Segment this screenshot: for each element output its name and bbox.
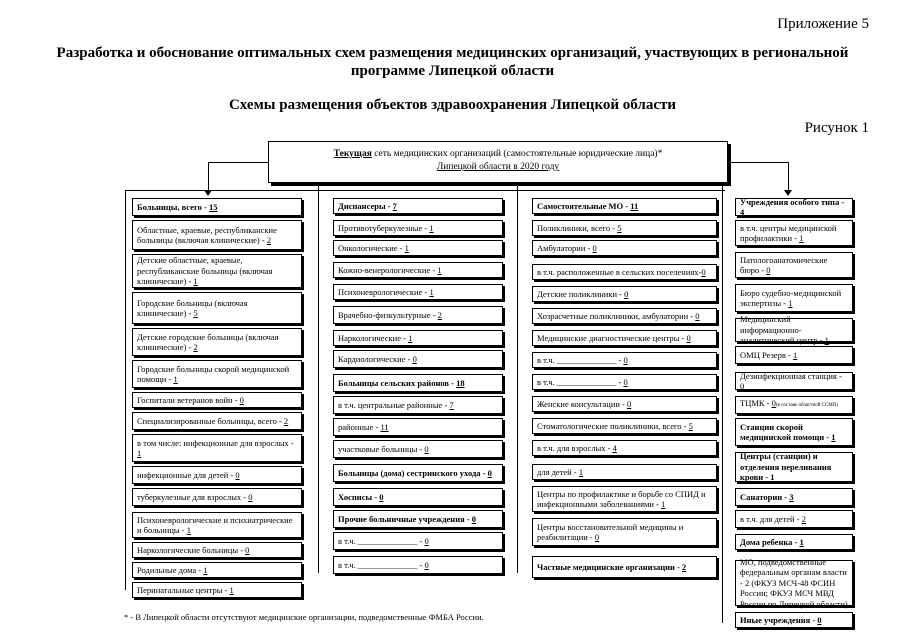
col4-item [735, 418, 853, 446]
col4-item [735, 346, 853, 364]
col2-item [333, 330, 503, 346]
col2-item [333, 488, 503, 506]
item-label: Дома ребенка - [740, 536, 800, 547]
item-count: 3 [789, 491, 794, 502]
col4-item [735, 220, 853, 246]
col3-item [532, 286, 717, 302]
item-count: 0 [235, 469, 240, 480]
item-label: в т.ч. ______________ - [537, 354, 624, 365]
arrow-icon [784, 190, 792, 196]
col4-item [735, 534, 853, 550]
item-label: Самостоятельные МО - [537, 200, 631, 211]
item-count: 0 [412, 353, 417, 364]
col1-item [132, 254, 302, 288]
item-count: 1 [792, 349, 798, 360]
item-label: Дезинфекционная станция - [740, 370, 842, 381]
item-label: Детские областные, краевые, республиканские больницы (включая клинические) - [137, 255, 273, 287]
col4-item [735, 556, 853, 609]
item-label: для детей - [537, 466, 579, 477]
col3-item [532, 374, 717, 390]
item-count: 1 [429, 286, 434, 297]
item-label: в т.ч. для взрослых - [537, 442, 613, 453]
item-count: 2 [437, 309, 442, 320]
connector [208, 162, 209, 192]
item-label: Хосписы - [338, 491, 380, 502]
connector [788, 162, 789, 192]
col3-item [532, 352, 717, 368]
col2-item [333, 306, 503, 324]
col1-item [132, 392, 302, 408]
col3-item [532, 556, 717, 578]
item-label: Больницы сельских районов - [338, 377, 457, 388]
item-count: 0 [740, 381, 745, 391]
connector [728, 162, 788, 163]
item-count: 2 [283, 415, 289, 426]
col2-item [333, 464, 503, 482]
footnote: * - В Липецкой области отсутствуют медицинские организации, подведомственные ФМБА России. [124, 612, 484, 622]
item-label: в т.ч. центральные районные - [338, 399, 450, 410]
item-count: 7 [392, 200, 397, 211]
item-label: туберкулезные для взрослых - [137, 491, 249, 502]
item-label: Противотуберкулезные - [338, 222, 430, 233]
item-label: Наркологические - [338, 332, 409, 343]
col4-item [735, 612, 853, 628]
col3-item [532, 418, 717, 434]
item-count: 1 [186, 525, 191, 535]
item-label: в т.ч. расположенные в сельских поселениях- [537, 266, 702, 277]
col2-item [333, 350, 503, 368]
col1-item [132, 512, 302, 538]
item-label: Родильные дома - [137, 564, 204, 575]
col4-item [735, 198, 853, 216]
col1-item [132, 582, 302, 598]
item-count: 11 [630, 200, 639, 211]
item-count: 0 [471, 513, 477, 524]
item-label: Медицинские диагностические центры - [537, 332, 687, 343]
connector [318, 183, 319, 573]
item-label: Учреждения особого типа - [740, 196, 845, 207]
col2-item [333, 440, 503, 458]
col3-item [532, 396, 717, 412]
item-count: 2 [801, 513, 806, 524]
col3-item [532, 518, 717, 546]
item-count: 1 [137, 448, 142, 458]
document-subtitle: Схемы размещения объектов здравоохранения Липецкой области [228, 97, 677, 113]
item-count: 0 [239, 394, 244, 405]
figure-label: Рисунок 1 [804, 120, 869, 136]
item-label: Иные учреждения - [740, 614, 818, 625]
item-count: 0 [771, 398, 776, 409]
item-count: 4 [740, 207, 745, 217]
item-count: 1 [408, 332, 413, 343]
item-label: инфекционные для детей - [137, 469, 236, 480]
item-label: Психоневрологические - [338, 286, 430, 297]
item-label: Патологоанатомические бюро - [740, 254, 828, 275]
col1-item [132, 488, 302, 506]
item-count: 0 [424, 559, 429, 570]
item-label: Госпитали ветеранов войн - [137, 394, 240, 405]
col4-item [735, 314, 853, 346]
item-count: 0 [695, 310, 700, 321]
col4-item [735, 284, 853, 312]
col4-item [735, 488, 853, 506]
root-line2: Липецкой области в 2020 году [436, 162, 560, 172]
item-count: 1 [404, 242, 409, 253]
col4-item [735, 452, 853, 482]
item-label: ОМЦ Резерв - [740, 349, 793, 360]
item-label: участковые больницы - [338, 443, 425, 454]
item-count: 4 [612, 442, 617, 453]
col4-item [735, 396, 853, 414]
item-count: 0 [701, 266, 706, 277]
col1-item [132, 198, 302, 216]
col1-item [132, 220, 302, 250]
connector [125, 190, 126, 590]
connector [208, 162, 268, 163]
col3-item [532, 464, 717, 480]
connector [517, 183, 518, 573]
item-label: Психоневрологические и психиатрические и больницы - [137, 514, 293, 535]
item-label: Городские больницы (включая клинические) - [137, 297, 248, 318]
item-count: 5 [617, 222, 622, 233]
item-count: 5 [688, 420, 693, 431]
item-count: 2 [266, 235, 272, 245]
item-label: Санатории - [740, 491, 790, 502]
item-count: 0 [592, 242, 597, 253]
col2-item [333, 556, 503, 574]
item-label: Хозрасчетные поликлиники, амбулатории - [537, 310, 696, 321]
item-label: ТЦМК - [740, 398, 772, 409]
col1-item [132, 292, 302, 324]
col2-item [333, 240, 503, 256]
item-count: 1 [173, 374, 178, 384]
item-label: в т.ч. ______________ - [537, 376, 624, 387]
item-label: Поликлиники, всего - [537, 222, 618, 233]
col2-item [333, 396, 503, 414]
item-label: в т.ч. ______________ - [338, 559, 425, 570]
item-count: 0 [594, 532, 600, 542]
item-label: в том числе: инфекционные для взрослых - [137, 437, 294, 448]
col3-item [532, 220, 717, 236]
col1-item [132, 466, 302, 484]
item-label: Прочие больничные учреждения - [338, 513, 472, 524]
col1-item [132, 562, 302, 578]
item-label: Бюро судебно-медицинской экспертизы - [740, 287, 842, 308]
item-count: 0 [624, 288, 629, 299]
col2-item [333, 374, 503, 392]
item-count: 1 [831, 432, 836, 442]
item-count: 1 [770, 472, 775, 483]
item-label: Кардиологические - [338, 353, 413, 364]
item-label: Онкологические - [338, 242, 405, 253]
item-count: 1 [799, 233, 804, 243]
item-label: Диспансеры - [338, 200, 393, 211]
item-note: (в составе областной ССМП) [775, 403, 839, 409]
col2-item [333, 262, 503, 278]
col1-item [132, 542, 302, 558]
item-count: 1 [788, 298, 793, 308]
item-count: 1 [193, 276, 198, 287]
col1-item [132, 412, 302, 430]
item-count: 18 [456, 377, 465, 388]
col1-item [132, 328, 302, 356]
item-count: 15 [208, 201, 218, 212]
appendix-label: Приложение 5 [777, 16, 869, 32]
item-label: Городские больницы скорой медицинской помощи - [137, 363, 290, 384]
item-count: 1 [578, 466, 584, 477]
item-count: 1 [799, 536, 804, 547]
item-count: 1 [429, 222, 434, 233]
item-label: Областные, краевые, республиканские больницы (включая клинические) - [137, 224, 277, 245]
col3-item [532, 308, 717, 324]
item-count: 2 [193, 342, 198, 352]
item-count: 1 [437, 264, 442, 275]
item-label: в т.ч. для детей - [740, 513, 802, 524]
item-count: 0 [686, 332, 691, 343]
item-label: Частные медицинские организации - [537, 561, 682, 572]
item-label: районные - [338, 421, 381, 432]
item-label: Медицинский информационно-аналитический центр - [740, 314, 825, 346]
col3-item [532, 264, 717, 280]
col3-item [532, 440, 717, 456]
item-label: Больницы (дома) сестринского ухода - [338, 467, 488, 478]
item-label: в т.ч. центры медицинской профилактики - [740, 222, 837, 243]
col4-item [735, 510, 853, 528]
item-count: 0 [766, 265, 771, 275]
item-count: 0 [487, 467, 492, 478]
item-label: Стоматологические поликлиники, всего - [537, 420, 689, 431]
col2-item [333, 532, 503, 550]
col3-item [532, 240, 717, 256]
item-count: 0 [623, 354, 628, 365]
col2-item [333, 198, 503, 214]
item-count: 0 [623, 376, 628, 387]
col2-item [333, 418, 503, 436]
item-count: 2 [682, 561, 687, 572]
item-count: 5 [193, 308, 198, 318]
item-label: Детские поликлиники - [537, 288, 625, 299]
root-bold-word: Текущая [333, 149, 372, 159]
item-label: МО, подведомственные федеральным органам власти - 2 (ФКУЗ МСЧ-48 ФСИН России; ФКУЗ МСЧ МВД России по Липецкой области) [740, 556, 848, 609]
item-count: 1 [203, 564, 208, 575]
col3-item [532, 330, 717, 346]
item-label: Центры по профилактике и борьбе со СПИД и инфекционными заболеваниями - [537, 488, 706, 509]
item-count: 1 [661, 499, 666, 509]
network-root-box [268, 141, 728, 183]
root-text: сеть медицинских организаций (самостоятельные юридические лица)* [371, 149, 663, 159]
col2-item [333, 220, 503, 236]
col1-item [132, 360, 302, 388]
item-label: Специализированные больницы, всего - [137, 415, 284, 426]
item-count: 7 [449, 399, 454, 410]
col4-item [735, 252, 853, 278]
item-count: 1 [824, 335, 829, 346]
col4-item [735, 372, 853, 390]
item-count: 0 [245, 544, 250, 555]
item-count: 11 [380, 421, 389, 432]
item-count: 0 [627, 398, 632, 409]
item-label: Больницы, всего - [137, 201, 209, 212]
col3-item [532, 198, 717, 214]
item-count: 1 [229, 584, 234, 595]
item-count: 0 [248, 491, 253, 502]
item-label: Наркологические больницы - [137, 544, 246, 555]
item-label: Кожно-венерологические - [338, 264, 438, 275]
col3-item [532, 486, 717, 512]
connector [722, 183, 723, 623]
item-label: Женские консультации - [537, 398, 628, 409]
item-label: Амбулатории - [537, 242, 593, 253]
item-label: Центры (станции) и отделения переливания крови - [740, 451, 832, 483]
item-count: 0 [424, 443, 429, 454]
item-count: 0 [379, 491, 384, 502]
item-label: Перинатальные центры - [137, 584, 230, 595]
item-label: Центры восстановительной медицины и реабилитации - [537, 521, 684, 542]
item-label: Врачебно-физкультурные - [338, 309, 438, 320]
connector [125, 190, 725, 191]
col2-item [333, 284, 503, 300]
item-count: 0 [424, 535, 429, 546]
document-title: Разработка и обоснование оптимальных схем размещения медицинских организаций, участвующих в региональной программе Липецкой области [56, 45, 849, 79]
col1-item [132, 434, 302, 462]
item-label: Станции скорой медицинской помощи - [740, 421, 832, 442]
item-label: Детские городские больницы (включая клинические) - [137, 331, 279, 352]
col2-item [333, 510, 503, 528]
item-label: в т.ч. ______________ - [338, 535, 425, 546]
item-count: 0 [817, 614, 822, 625]
